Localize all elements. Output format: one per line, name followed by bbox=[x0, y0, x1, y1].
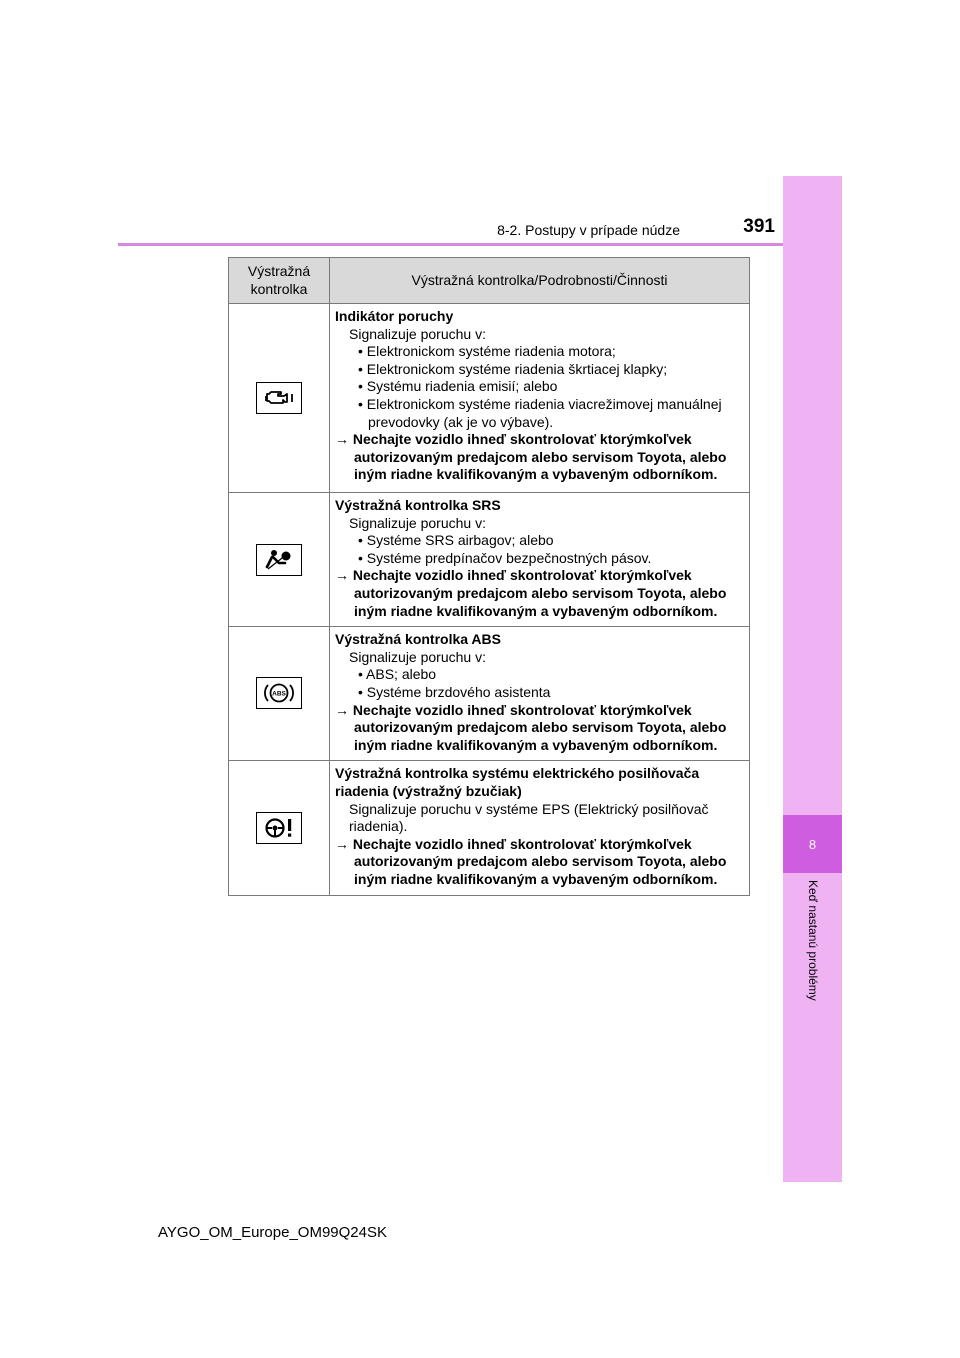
col-header-details: Výstražná kontrolka/Podrobnosti/Činnosti bbox=[330, 258, 750, 304]
power-steering-warning-icon bbox=[256, 812, 302, 844]
table-row bbox=[229, 627, 750, 761]
bullet-item: • Elektronickom systéme riadenia viacrežimovej manuálnej prevodovky (ak je vo výbave). bbox=[358, 395, 722, 430]
row-intro: Signalizuje poruchu v systéme EPS (Elektrický posilňovač riadenia). bbox=[349, 800, 709, 835]
col-header-light: Výstražná kontrolka bbox=[229, 258, 330, 304]
section-title: 8-2. Postupy v prípade núdze bbox=[497, 222, 680, 238]
svg-text:ABS: ABS bbox=[272, 690, 286, 698]
table-header-row bbox=[229, 258, 750, 304]
row-title: Indikátor poruchy bbox=[335, 308, 454, 324]
row-action: → Nechajte vozidlo ihneď skontrolovať ktorýmkoľvek autorizovaným predajcom alebo servisom Toyota, alebo iným riadne kvalifikovaným a vybaveným odborníkom. bbox=[335, 701, 727, 753]
chapter-title-vertical bbox=[803, 880, 823, 1180]
details-cell bbox=[330, 627, 750, 761]
row-intro: Signalizuje poruchu v: bbox=[349, 325, 486, 342]
table-row bbox=[229, 304, 750, 493]
row-action: → Nechajte vozidlo ihneď skontrolovať ktorýmkoľvek autorizovaným predajcom alebo servisom Toyota, alebo iným riadne kvalifikovaným a vybaveným odborníkom. bbox=[335, 835, 727, 887]
page-number: 391 bbox=[743, 216, 775, 237]
row-action: → Nechajte vozidlo ihneď skontrolovať ktorýmkoľvek autorizovaným predajcom alebo servisom Toyota, alebo iným riadne kvalifikovaným a vybaveným odborníkom. bbox=[335, 431, 727, 483]
icon-cell bbox=[229, 761, 330, 896]
table-row bbox=[229, 493, 750, 627]
row-action: → Nechajte vozidlo ihneď skontrolovať ktorýmkoľvek autorizovaným predajcom alebo servisom Toyota, alebo iným riadne kvalifikovaným a vybaveným odborníkom. bbox=[335, 567, 727, 619]
abs-icon bbox=[256, 677, 302, 709]
bullet-item: • Elektronickom systéme riadenia motora; bbox=[358, 343, 616, 360]
details-cell bbox=[330, 493, 750, 627]
document-id: AYGO_OM_Europe_OM99Q24SK bbox=[158, 1224, 387, 1241]
bullet-item: • Systéme predpínačov bezpečnostných pásov. bbox=[358, 549, 652, 566]
check-engine-icon bbox=[256, 382, 302, 414]
row-intro: Signalizuje poruchu v: bbox=[349, 514, 486, 531]
bullet-item: • Systému riadenia emisií; alebo bbox=[358, 378, 558, 395]
bullet-item: • ABS; alebo bbox=[358, 666, 437, 683]
bullet-item: • Systéme SRS airbagov; alebo bbox=[358, 532, 554, 549]
srs-airbag-icon bbox=[256, 544, 302, 576]
chapter-title: Keď nastanú problémy bbox=[806, 880, 820, 1001]
row-title: Výstražná kontrolka ABS bbox=[335, 631, 501, 648]
chapter-number: 8 bbox=[783, 815, 842, 873]
bullet-item: • Elektronickom systéme riadenia škrtiacej klapky; bbox=[358, 360, 668, 377]
bullet-item: • Systéme brzdového asistenta bbox=[358, 683, 551, 700]
header-divider bbox=[118, 243, 783, 246]
row-intro: Signalizuje poruchu v: bbox=[349, 648, 486, 665]
row-title: Výstražná kontrolka systému elektrického posilňovača riadenia (výstražný bzučiak) bbox=[335, 765, 700, 799]
details-cell bbox=[330, 304, 750, 493]
details-cell bbox=[330, 761, 750, 896]
icon-cell bbox=[229, 304, 330, 493]
row-title: Výstražná kontrolka SRS bbox=[335, 497, 501, 513]
icon-cell bbox=[229, 627, 330, 761]
icon-cell bbox=[229, 493, 330, 627]
warning-lights-table bbox=[228, 257, 750, 896]
table-row bbox=[229, 761, 750, 896]
